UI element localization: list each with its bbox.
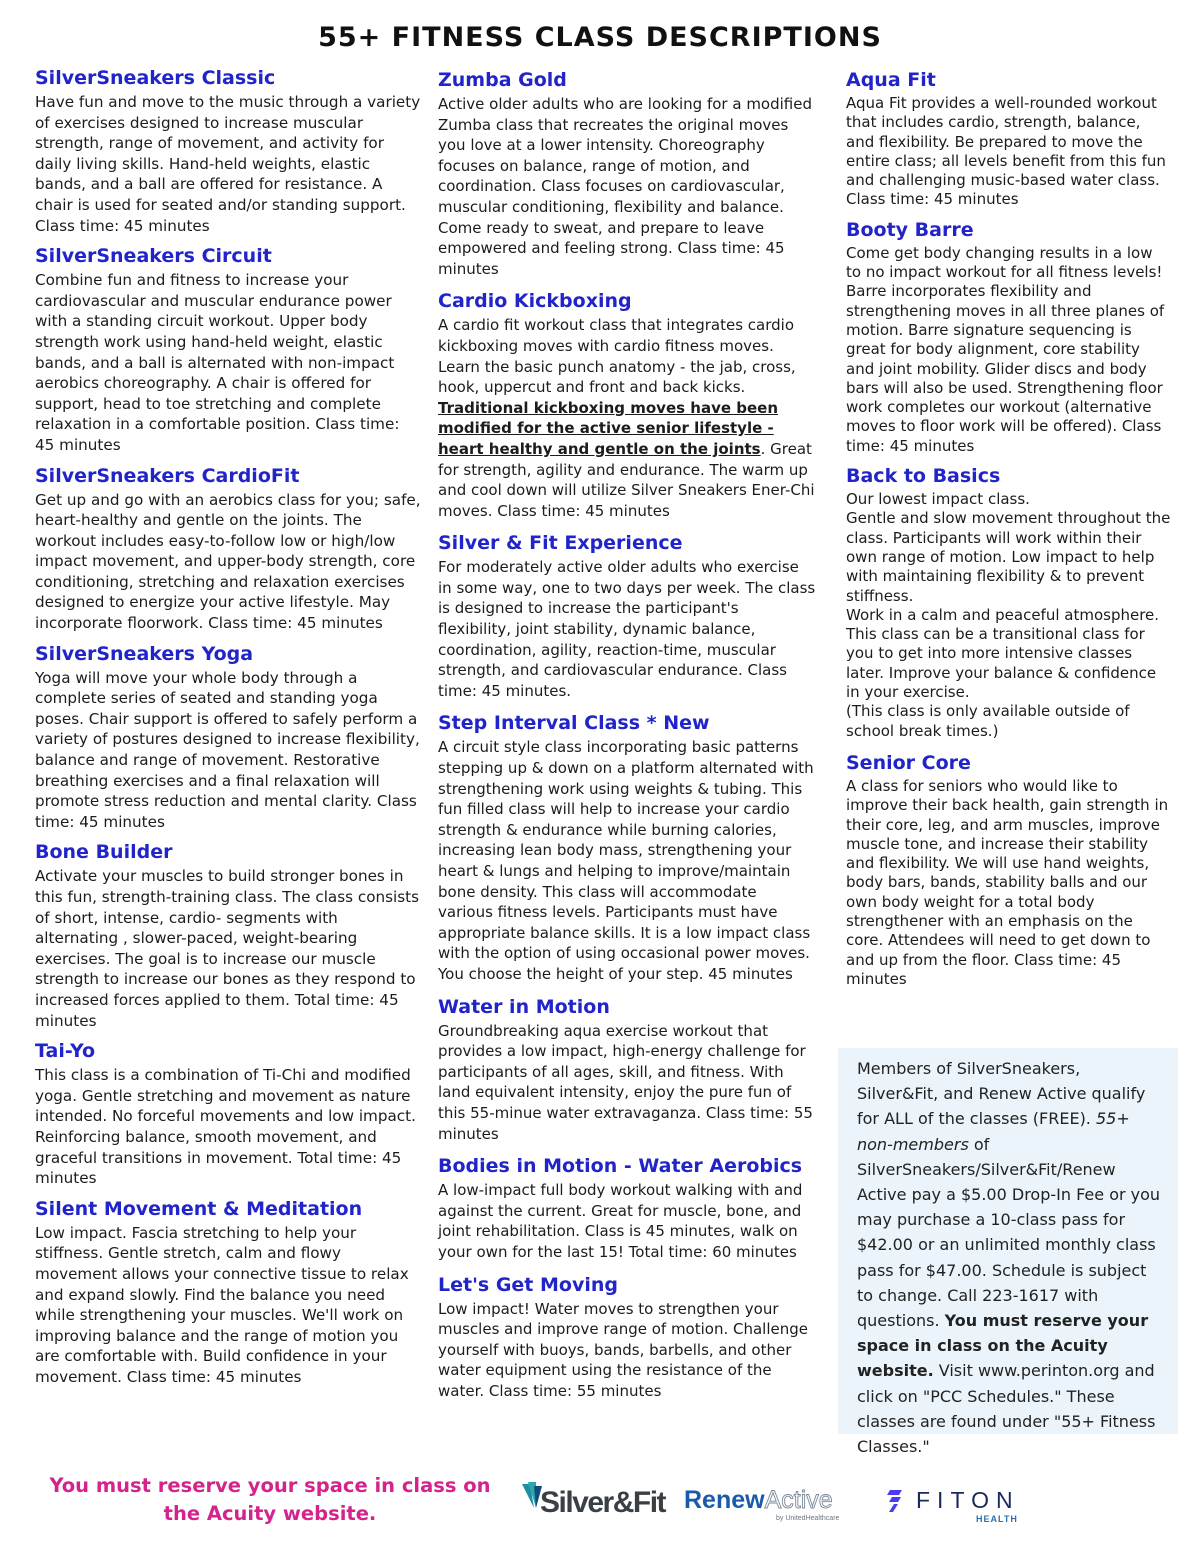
silver-and-fit-logo [520, 1478, 670, 1522]
fiton-health-logo [886, 1486, 1036, 1526]
class-heading: SilverSneakers Yoga [35, 642, 254, 665]
class-description-line: Gentle and slow movement throughout the class. Participants will work within their own range of motion. Low impact to help with maintaining flexibility & to prevent stiffness. [846, 509, 1171, 605]
sponsor-logos [520, 1478, 1040, 1528]
class-heading: Let's Get Moving [438, 1273, 618, 1296]
class-cardio-kickboxing [438, 289, 816, 521]
class-description: Yoga will move your whole body through a complete series of seated and standing yoga poses. Chair support is offered to safely perform a variety of postures designed to increase flexibility, balance and range of movement. Restorative breathing exercises and a final relaxation will promote stress reduction and mental clarity. Class time: 45 minutes [35, 668, 420, 831]
class-back-to-basics [846, 464, 1172, 741]
page-title: 55+ FITNESS CLASS DESCRIPTIONS [318, 22, 882, 53]
column-middle [438, 68, 816, 1411]
class-heading: Silent Movement & Meditation [35, 1197, 363, 1220]
class-silversneakers-classic [35, 66, 423, 236]
renew-active-subtitle: by UnitedHealthcare [776, 1515, 840, 1522]
class-description [438, 315, 816, 521]
class-lets-get-moving [438, 1273, 816, 1402]
callout-line: You must reserve your space in class on [49, 1474, 491, 1497]
class-silent-movement [35, 1197, 423, 1388]
class-senior-core [846, 751, 1172, 989]
active-word: Active [764, 1486, 833, 1514]
silver-and-fit-wordmark: Silver&Fit [540, 1486, 666, 1519]
class-heading: Booty Barre [846, 218, 974, 241]
class-description: Get up and go with an aerobics class for you; safe, heart-healthy and gentle on the joints. The workout includes easy-to-follow low or high/low impact movement, and upper-body strength, core conditioning, stretching and relaxation exercises designed to energize your active lifestyle. May incorporate floorwork. Class time: 45 minutes [35, 490, 421, 633]
class-description-line: (This class is only available outside of school break times.) [846, 702, 1130, 740]
info-text: Visit www.perinton.org and click on "PCC Schedules." These classes are found under "55+ Fitness Classes." [857, 1361, 1156, 1457]
reservation-callout [40, 1472, 500, 1528]
class-water-in-motion [438, 995, 816, 1145]
class-heading: Cardio Kickboxing [438, 290, 632, 313]
class-description: Low impact. Fascia stretching to help your stiffness. Gentle stretch, calm and flowy movement allows your connective tissue to relax and expand slowly. Find the balance you need while strengthening your muscles. We'll work on improving balance and the range of motion you are comfortable with. Build confidence in your movement. Class time: 45 minutes [35, 1223, 409, 1386]
class-description: Groundbreaking aqua exercise workout that provides a low impact, high-energy challenge for participants of all ages, skill, and fitness. With land equivalent intensity, enjoy the pure fun of this 55-minue water extravaganza. Class time: 55 minutes [438, 1021, 813, 1143]
emphasis-text: Traditional kickboxing moves have been modified for the active senior lifestyle - heart healthy and gentle on the joints [438, 398, 779, 458]
membership-info-box [838, 1048, 1178, 1457]
class-silversneakers-yoga [35, 642, 423, 833]
class-heading: Senior Core [846, 751, 971, 774]
class-description: Activate your muscles to build stronger bones in this fun, strength-training class. The class consists of short, intense, cardio- segments with alternating , slower-paced, weight-bearing exercises. The goal is to increase our muscle strength to increase our bones as they respond to increased forces applied to them. Total time: 45 minutes [35, 867, 420, 1030]
class-bone-builder [35, 840, 423, 1031]
column-left [35, 66, 423, 1395]
description-text: A cardio fit workout class that integrates cardio kickboxing moves with cardio fitness moves. Learn the basic punch anatomy - the jab, cross, hook, uppercut and front and back kicks. [438, 316, 796, 397]
class-description: For moderately active older adults who exercise in some way, one to two days per week. The class is designed to increase the participant's flexibility, joint stability, dynamic balance, coordination, agility, reaction-time, muscular strength, and cardiovascular endurance. Class time: 45 minutes. [438, 558, 816, 700]
class-description: A circuit style class incorporating basic patterns stepping up & down on a platform alternated with strengthening work using weights & tubing. This fun filled class will help to increase your cardio strength & endurance while burning calories, increasing lean body mass, strengthening your heart & lungs and helping to improve/maintain bone density. This class will accommodate various fitness levels. Participants must have appropriate balance skills. It is a low impact class with the option of using occasional power moves. You choose the height of your step. 45 minutes [438, 738, 814, 983]
renew-active-wordmark [684, 1486, 833, 1514]
class-description: Have fun and move to the music through a variety of exercises designed to increase muscular strength, range of movement, and activity for daily living skills. Hand-held weights, elastic bands, and a ball are offered for resistance. A chair is used for seated and/or standing support. Class time: 45 minutes [35, 93, 421, 235]
class-silversneakers-circuit [35, 244, 423, 455]
class-heading: Step Interval Class * New [438, 712, 710, 735]
class-bodies-in-motion [438, 1154, 816, 1262]
class-description: A low-impact full body workout walking with and against the current. Great for muscle, bone, and joint rehabilitation. Class is 45 minutes, walk on your own for the last 15! Total time: 60 minutes [438, 1181, 803, 1261]
class-heading: Bodies in Motion - Water Aerobics [438, 1155, 803, 1178]
class-booty-barre [846, 218, 1172, 456]
class-silver-fit-experience [438, 531, 816, 701]
class-heading: Bone Builder [35, 841, 173, 864]
class-heading: SilverSneakers Circuit [35, 245, 272, 268]
class-tai-yo [35, 1039, 423, 1189]
callout-line: the Acuity website. [163, 1502, 377, 1525]
fiton-mark-icon [887, 1490, 902, 1512]
class-description-line: Our lowest impact class. [846, 490, 1030, 509]
class-heading: Silver & Fit Experience [438, 532, 683, 555]
info-text: of SilverSneakers/Silver&Fit/Renew Active pay a $5.00 Drop-In Fee or you may purchase a 10-class pass for $42.00 or an unlimited monthly class pass for $47.00. Schedule is subject to change. Call 223-1617 with questions. [857, 1134, 1161, 1331]
class-heading: Tai-Yo [35, 1040, 96, 1063]
class-description: This class is a combination of Ti-Chi and modified yoga. Gentle stretching and movement as nature intended. No forceful movements and low impact. Reinforcing balance, smooth movement, and graceful transitions in movement. Total time: 45 minutes [35, 1066, 416, 1188]
class-description: Combine fun and fitness to increase your cardiovascular and muscular endurance power with a standing circuit workout. Upper body strength work using hand-held weight, elastic bands, and a ball is alternated with non-impact aerobics choreography. A chair is offered for support, head to toe stretching and complete relaxation in a comfortable position. Class time: 45 minutes [35, 271, 400, 454]
class-heading: SilverSneakers CardioFit [35, 464, 300, 487]
info-italic-text: 55+ non-members [857, 1109, 1130, 1154]
class-silversneakers-cardiofit [35, 464, 423, 634]
column-right [846, 68, 1172, 997]
class-zumba-gold [438, 68, 816, 279]
info-bold-text: You must reserve your space in class on the Acuity website. [857, 1311, 1149, 1381]
class-description: Aqua Fit provides a well-rounded workout that includes cardio, strength, balance, and flexibility. Be prepared to move the entire class; all levels benefit from this fun and challenging music-based water class. Class time: 45 minutes [846, 94, 1166, 209]
class-description: Active older adults who are looking for a modified Zumba class that recreates the original moves you love at a lower intensity. Choreography focuses on balance, range of motion, and coordination. Class focuses on cardiovascular, muscular conditioning, flexibility and balance. Come ready to sweat, and prepare to leave empowered and feeling strong. Class time: 45 minutes [438, 95, 812, 278]
class-step-interval [438, 711, 816, 984]
class-heading: SilverSneakers Classic [35, 67, 276, 89]
class-description: Come get body changing results in a low to no impact workout for all fitness levels! Barre incorporates flexibility and strengthening moves in all three planes of motion. Barre signature sequencing is great for body alignment, core stability and joint mobility. Glider discs and body bars will also be used. Strengthening floor work completes our workout (alternative moves to floor work will be offered). Class time: 45 minutes [846, 243, 1165, 455]
class-description-line: Work in a calm and peaceful atmosphere. This class can be a transitional class for you to get into more intensive classes later. Improve your balance & confidence in your exercise. [846, 605, 1160, 702]
class-heading: Aqua Fit [846, 69, 936, 91]
class-aqua-fit [846, 68, 1172, 210]
class-description: A class for seniors who would like to improve their back health, gain strength in their core, leg, and arm muscles, improve muscle tone, and increase their stability and flexibility. We will use hand weights, body bars, bands, stability balls and our own body weight for a total body strengthener with an emphasis on the core. Attendees will need to get down to and up from the floor. Class time: 45 minutes [846, 776, 1169, 988]
renew-word: Renew [684, 1486, 765, 1514]
description-text: . Great for strength, agility and endurance. The warm up and cool down will utilize Silver Sneakers Ener-Chi moves. Class time: 45 minutes [438, 439, 815, 520]
info-text: Members of SilverSneakers, Silver&Fit, and Renew Active qualify for ALL of the classes (FREE). [857, 1059, 1146, 1129]
renew-active-logo [684, 1482, 874, 1522]
class-heading: Zumba Gold [438, 69, 567, 91]
fiton-subtitle: HEALTH [976, 1514, 1018, 1524]
class-description: Low impact! Water moves to strengthen your muscles and improve range of motion. Challenge yourself with buoys, bands, barbells, and other water equipment using the resistance of the water. Class time: 55 minutes [438, 1299, 808, 1400]
class-heading: Back to Basics [846, 465, 1001, 488]
class-heading: Water in Motion [438, 995, 610, 1018]
fiton-wordmark: FITON [916, 1487, 1020, 1513]
